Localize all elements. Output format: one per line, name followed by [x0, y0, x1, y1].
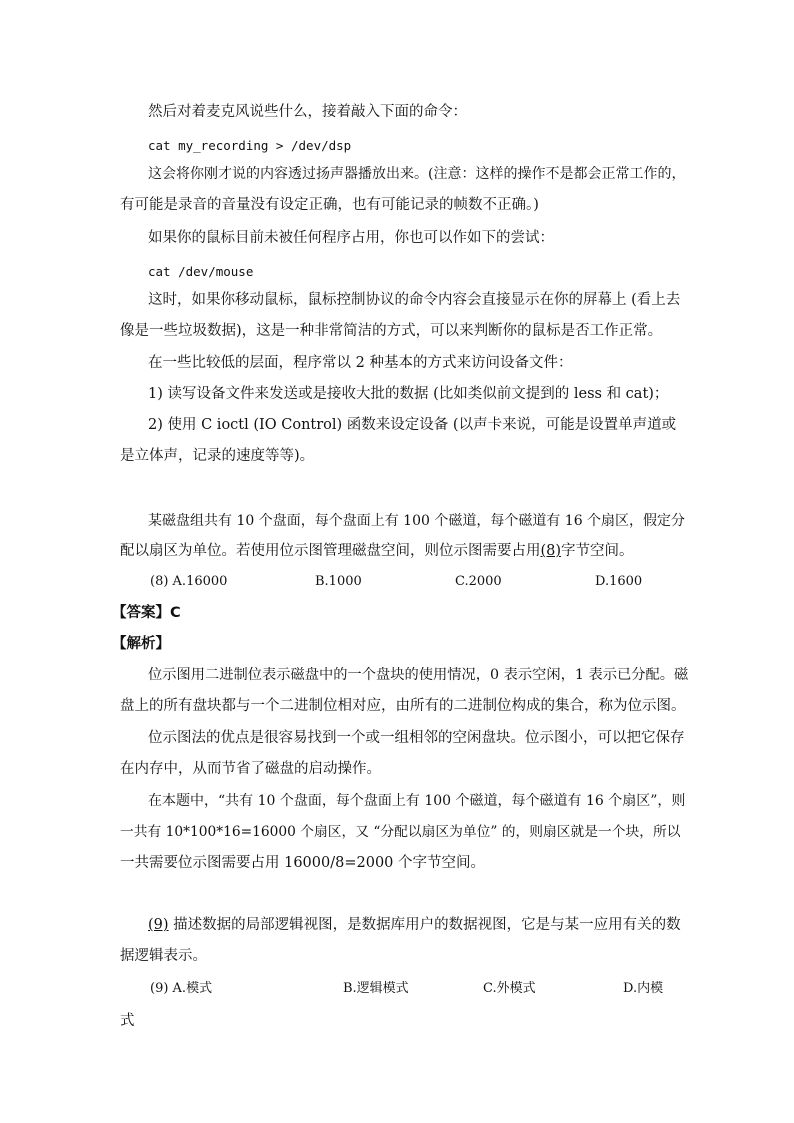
- q9-option-b: B.逻辑模式: [343, 981, 409, 996]
- paragraph-access-methods: 在一些比较低的层面，程序常以 2 种基本的方式来访问设备文件：: [148, 355, 573, 371]
- q8-answer: 【答案】C: [112, 605, 181, 621]
- q9-stem-line2: 据逻辑表示。: [120, 948, 207, 964]
- code-dev-mouse: cat /dev/mouse: [148, 264, 254, 279]
- q8-option-c: C.2000: [455, 574, 502, 589]
- paragraph-mouse: 如果你的鼠标目前未被任何程序占用，你也可以作如下的尝试：: [148, 230, 554, 246]
- q8-stem-line2: 配以扇区为单位。若使用位示图管理磁盘空间，则位示图需要占用(8)字节空间。: [120, 543, 634, 559]
- q8-analysis-line5: 在本题中，“共有 10 个盘面，每个盘面上有 100 个磁道，每个磁道有 16 个扇区”，则: [148, 793, 686, 809]
- q9-option-d: D.内模: [623, 981, 664, 996]
- q8-analysis-line7: 一共需要位示图需要占用 16000/8=2000 个字节空间。: [120, 855, 486, 871]
- q8-analysis-line3: 位示图法的优点是很容易找到一个或一组相邻的空闲盘块。位示图小，可以把它保存: [148, 730, 685, 746]
- q9-option-d-overflow: 式: [120, 1013, 135, 1029]
- paragraph-mouse-protocol-line1: 这时，如果你移动鼠标，鼠标控制协议的命令内容会直接显示在你的屏幕上 (看上去: [148, 292, 681, 308]
- paragraph-speaker-line2: 有可能是录音的音量没有设定正确，也有可能记录的帧数不正确。): [120, 197, 539, 213]
- q8-stem-line1: 某磁盘组共有 10 个盘面，每个盘面上有 100 个磁道，每个磁道有 16 个扇区，假定分: [148, 513, 686, 529]
- q8-option-a: (8) A.16000: [150, 574, 228, 589]
- q8-analysis-heading: 【解析】: [112, 636, 170, 652]
- paragraph-microphone: 然后对着麦克风说些什么，接着敲入下面的命令：: [148, 104, 467, 120]
- q8-analysis-line2: 盘上的所有盘块都与一个二进制位相对应，由所有的二进制位构成的集合，称为位示图。: [120, 698, 686, 714]
- paragraph-speaker-line1: 这会将你刚才说的内容透过扬声器播放出来。(注意：这样的操作不是都会正常工作的，: [148, 166, 686, 182]
- list-item-1: 1) 读写设备文件来发送或是接收大批的数据 (比如类似前文提到的 less 和 cat)；: [148, 386, 669, 402]
- q8-option-b: B.1000: [315, 574, 362, 589]
- list-item-2-line1: 2) 使用 C ioctl (IO Control) 函数来设定设备 (以声卡来说，可能是设置单声道或: [148, 417, 677, 433]
- q9-blank: (9): [148, 917, 169, 933]
- q8-option-d: D.1600: [595, 574, 643, 589]
- q9-option-a: (9) A.模式: [150, 981, 213, 996]
- paragraph-mouse-protocol-line2: 像是一些垃圾数据)，这是一种非常简洁的方式，可以来判断你的鼠标是否工作正常。: [120, 323, 663, 339]
- q8-analysis-line4: 在内存中，从而节省了磁盘的启动操作。: [120, 761, 381, 777]
- list-item-2-line2: 是立体声，记录的速度等等)。: [120, 448, 315, 464]
- q8-analysis-line6: 一共有 10*100*16=16000 个扇区，又 “分配以扇区为单位” 的，则扇区就是一个块，所以: [120, 824, 681, 840]
- code-play-recording: cat my_recording > /dev/dsp: [148, 138, 352, 153]
- q9-stem-line1: (9) 描述数据的局部逻辑视图，是数据库用户的数据视图，它是与某一应用有关的数: [148, 917, 681, 933]
- q8-analysis-line1: 位示图用二进制位表示磁盘中的一个盘块的使用情况，0 表示空闲，1 表示已分配。磁: [148, 667, 689, 683]
- q8-blank: (8): [540, 543, 562, 559]
- q9-option-c: C.外模式: [483, 981, 536, 996]
